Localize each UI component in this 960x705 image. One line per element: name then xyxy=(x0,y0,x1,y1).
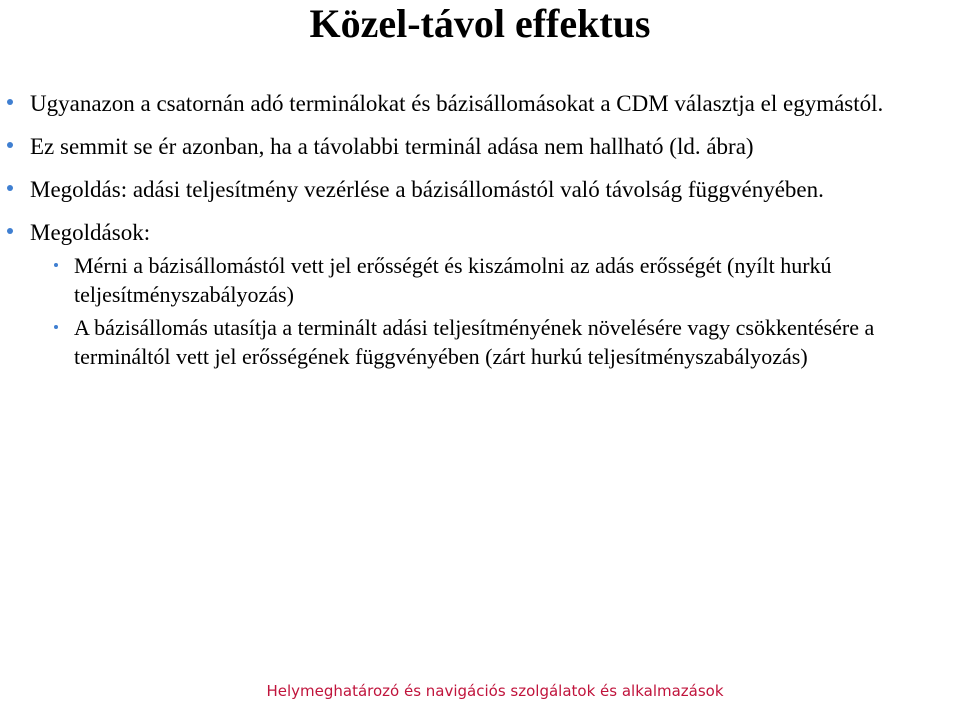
sub-bullet-dot-icon xyxy=(54,263,58,267)
bullet-dot-icon xyxy=(7,185,13,191)
bullet-item xyxy=(0,89,960,118)
sub-bullet-dot-icon xyxy=(54,325,58,329)
bullet-text: Ugyanazon a csatornán adó terminálokat és bázisállomásokat a CDM választja el egymástól. xyxy=(30,91,884,116)
slide-footer: Helymeghatározó és navigációs szolgálatok és alkalmazások xyxy=(266,682,724,700)
bullet-text: Ez semmit se ér azonban, ha a távolabbi terminál adása nem hallható (ld. ábra) xyxy=(30,134,754,159)
sub-bullet-item xyxy=(0,251,960,309)
bullet-item xyxy=(0,218,960,247)
bullet-dot-icon xyxy=(7,99,13,105)
sub-bullet-text: A bázisállomás utasítja a terminált adási teljesítményének növelésére vagy csökkentésére a termináltól vett jel erősségének függvényében (zárt hurkú teljesítményszabályozás) xyxy=(74,315,875,369)
bullet-item xyxy=(0,175,960,204)
bullet-item xyxy=(0,132,960,161)
sub-bullet-text: Mérni a bázisállomástól vett jel erősségét és kiszámolni az adás erősségét (nyílt hurkú teljesítményszabályozás) xyxy=(74,253,832,307)
bullet-dot-icon xyxy=(7,228,13,234)
bullet-text: Megoldások: xyxy=(30,220,151,245)
slide-content xyxy=(0,85,960,371)
bullet-dot-icon xyxy=(7,142,13,148)
sub-bullet-item xyxy=(0,313,960,371)
slide-title: Közel-távol effektus xyxy=(309,1,651,46)
bullet-text: Megoldás: adási teljesítmény vezérlése a bázisállomástól való távolság függvényében. xyxy=(30,177,824,202)
